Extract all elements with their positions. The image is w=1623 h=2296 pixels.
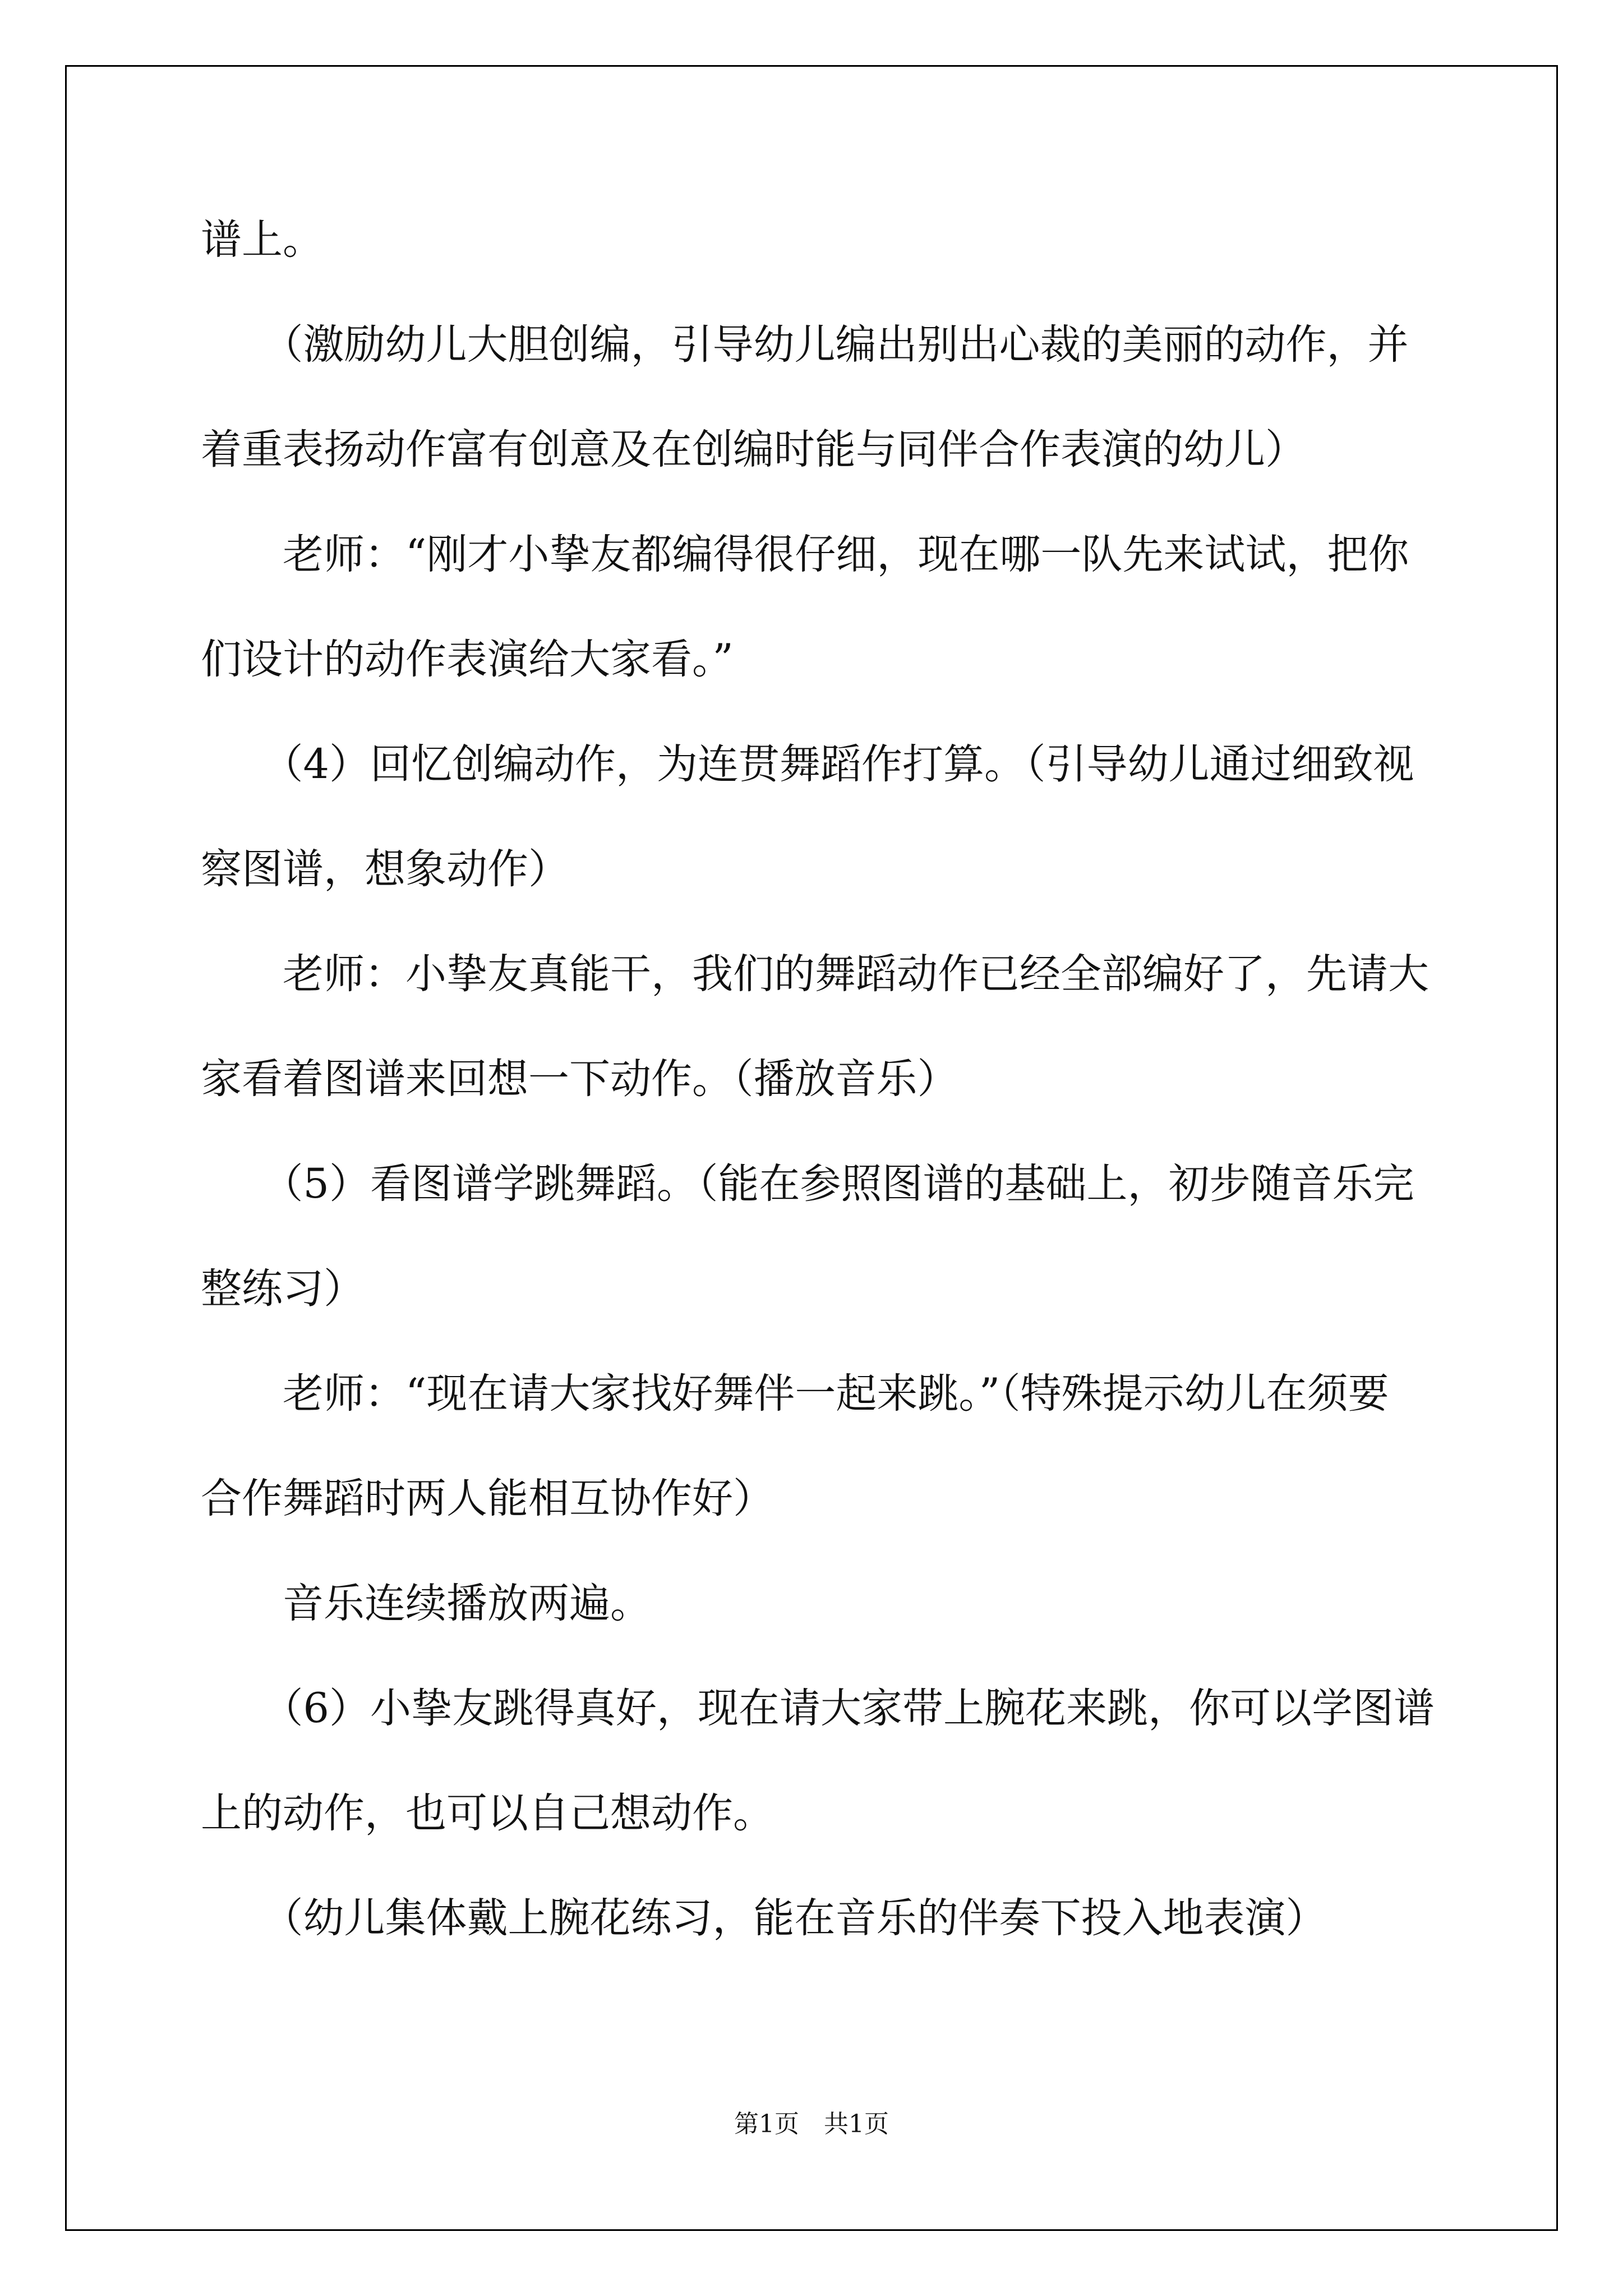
text-line: 们设计的动作表演给大家看。” bbox=[201, 636, 734, 683]
text-line: （激励幼儿大胆创编，引导幼儿编出别出心裁的美丽的动作，并 bbox=[201, 321, 1409, 369]
text-line: （5）看图谱学跳舞蹈。（能在参照图谱的基础上，初步随音乐完 bbox=[201, 1160, 1414, 1208]
text-line: 家看着图谱来回想一下动作。（播放音乐） bbox=[201, 1055, 958, 1103]
document-body bbox=[201, 187, 1435, 1971]
text-line: 音乐连续播放两遍。 bbox=[201, 1580, 651, 1627]
text-line: 老师：小挚友真能干，我们的舞蹈动作已经全部编好了，先请大 bbox=[201, 950, 1429, 998]
text-line: 谱上。 bbox=[201, 216, 324, 264]
text-line: 察图谱，想象动作） bbox=[201, 845, 569, 893]
text-line: 合作舞蹈时两人能相互协作好） bbox=[201, 1475, 774, 1522]
text-line: 着重表扬动作富有创意及在创编时能与同伴合作表演的幼儿） bbox=[201, 426, 1306, 473]
text-line: 上的动作，也可以自己想动作。 bbox=[201, 1789, 774, 1837]
text-line: 老师：“现在请大家找好舞伴一起来跳。”（特殊提示幼儿在须要 bbox=[201, 1370, 1389, 1418]
text-line: 老师：“刚才小挚友都编得很仔细，现在哪一队先来试试，把你 bbox=[201, 531, 1409, 578]
text-line: （4）回忆创编动作，为连贯舞蹈作打算。（引导幼儿通过细致视 bbox=[201, 740, 1414, 788]
page-footer: 第1页 共1页 bbox=[734, 2110, 889, 2138]
text-line: （幼儿集体戴上腕花练习，能在音乐的伴奏下投入地表演） bbox=[201, 1894, 1327, 1942]
text-line: 整练习） bbox=[201, 1265, 365, 1313]
text-line: （6）小挚友跳得真好，现在请大家带上腕花来跳，你可以学图谱 bbox=[201, 1685, 1435, 1732]
